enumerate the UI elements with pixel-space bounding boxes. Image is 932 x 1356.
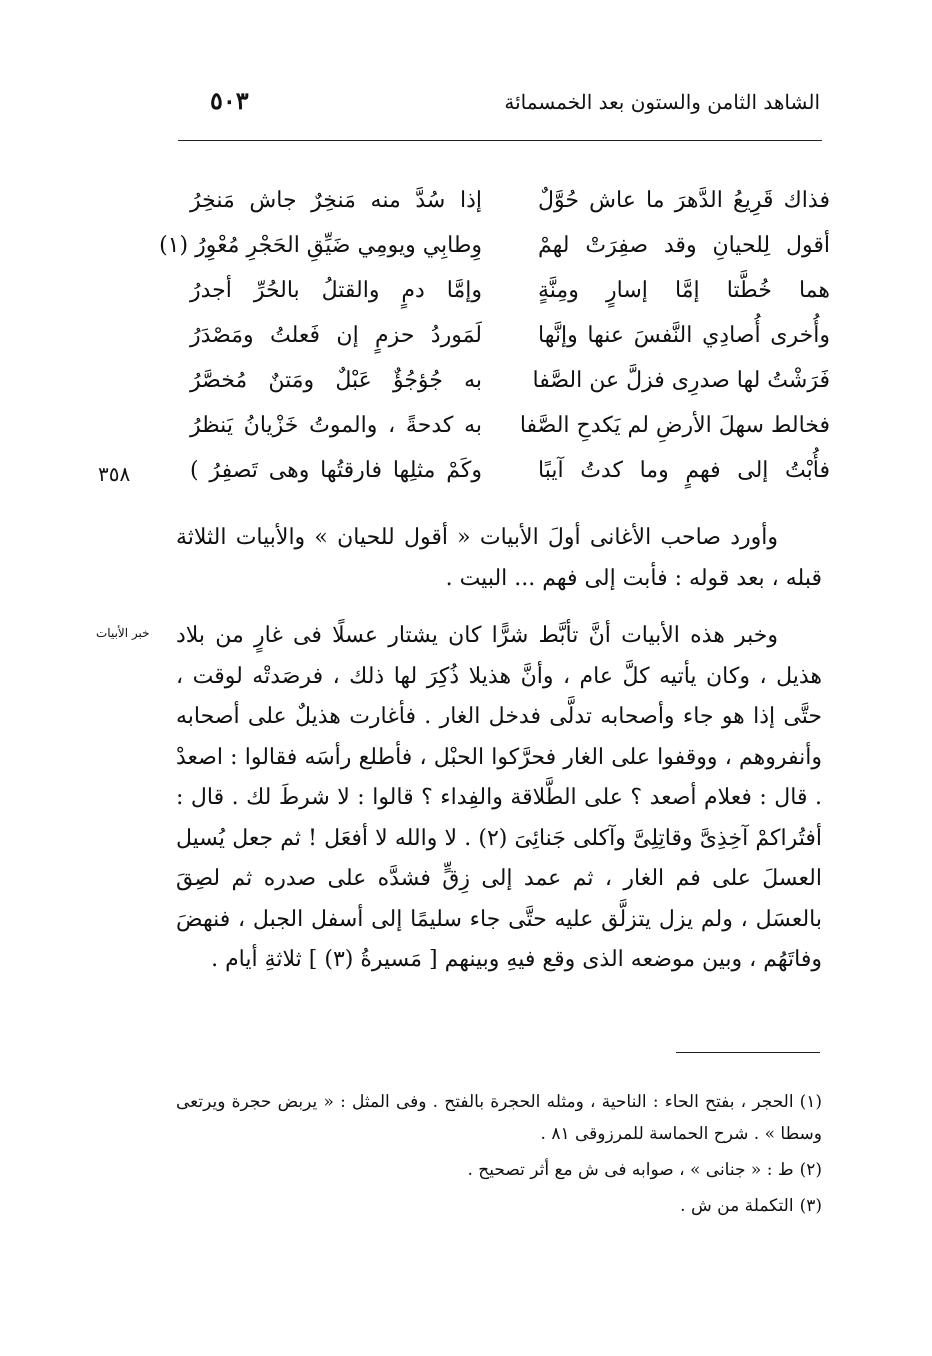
verse-first-hemistich: هما خُطَّتا إمَّا إسارٍ ومِنَّةٍ: [538, 278, 830, 303]
verse: [180, 268, 830, 313]
running-header: [170, 82, 820, 126]
verse: [180, 358, 830, 403]
footnote: [176, 1154, 822, 1186]
verse: [180, 448, 830, 493]
prose-paragraph: [176, 518, 822, 599]
poem: [159, 178, 830, 493]
verse-first-hemistich: فأُبْتُ إلى فهمٍ وما كدتُ آيبًا: [538, 458, 830, 483]
footnote-number: (٣): [799, 1196, 822, 1216]
footnote-rule: [676, 1052, 820, 1053]
header-rule: [178, 140, 822, 141]
verse: [180, 178, 830, 223]
verse-second-hemistich: وكَمْ مثلِها فارقتُها وهى تَصفِرُ ): [190, 458, 482, 483]
verse-second-hemistich: وِطابِي ويومِي ضَيِّقِ الحَجْرِ مُعْوِرُ (١): [159, 233, 482, 258]
prose-paragraph: [176, 616, 822, 981]
verse: [159, 223, 830, 268]
verse-second-hemistich: وإمَّا دمٍ والقتلُ بالحُرِّ أجدرُ: [190, 278, 482, 303]
footnote-text: الحجر ، بفتح الحاء : الناحية ، ومثله الحجرة بالفتح . وفى المثل : « يربض حجرة ويرتعى وسطا » . شرح الحماسة للمرزوقى ٨١ .: [176, 1092, 822, 1144]
footnote-text: التكملة من ش .: [680, 1196, 794, 1216]
footnote-number: (١): [799, 1092, 822, 1112]
margin-verse-number: ٣٥٨: [98, 462, 131, 486]
page-number: ٥٠٣: [210, 86, 249, 115]
verse-first-hemistich: أقول لِلحيانِ وقد صفِرَتْ لهمْ: [538, 233, 830, 258]
footnote: [176, 1086, 822, 1150]
verse-first-hemistich: فَرَشْتُ لها صدرِى فزلَّ عن الصَّفا: [532, 368, 830, 393]
footnote-text: ط : « جنانى » ، صوابه فى ش مع أثر تصحيح .: [467, 1160, 794, 1180]
verse-second-hemistich: به كدحةً ، والموتُ خَزْيانُ يَنظرُ: [190, 413, 482, 438]
margin-note: خبر الأبيات: [96, 626, 150, 640]
verse-first-hemistich: فذاك قَرِيعُ الدَّهرَ ما عاش حُوَّلٌ: [538, 188, 830, 213]
footnotes: [176, 1086, 822, 1226]
verse-first-hemistich: فخالط سهلَ الأرضِ لم يَكدحِ الصَّفا: [519, 413, 830, 438]
footnote: [176, 1190, 822, 1222]
verse-first-hemistich: وأُخرى أُصادِي النَّفسَ عنها وإنَّها: [538, 323, 830, 348]
verse: [180, 403, 830, 448]
paragraph-text: وأورد صاحب الأغانى أولَ الأبيات « أقول للحيان » والأبيات الثلاثة قبله ، بعد قوله : فأبت إلى فهم ... البيت .: [176, 525, 822, 591]
running-title: الشاهد الثامن والستون بعد الخمسمائة: [504, 90, 820, 114]
paragraph-text: وخبر هذه الأبيات أنَّ تأبَّط شرًّا كان يشتار عسلًا فى غارٍ من بلاد هذيل ، وكان يأتيه كلَّ عام ، وأنَّ هذيلا ذُكِرَ لها ذلك ، فرصَدتْه لوقت ، حتَّى إذا هو جاء وأصحابه تدلَّى فدخل الغار . فأغارت هذيلٌ على أصحابه وأنفروهم ، ووقفوا على الغار فحرَّكوا الحبْل ، فأطلع رأسَه فقالوا : اصعدْ . قال : فعلام أصعد ؟ على الطَّلاقة والفِداء ؟ قالوا : لا شرطَ لك . قال : أفتُراكمْ آخِذِىَّ وقاتِلِىَّ وآكلى جَنائِىَ (٢) . لا والله لا أفعَل ! ثم جعل يُسيل العسلَ على فم الغار ، ثم عمد إلى زِقٍّ فشدَّه على صدره ثم لصِقَ بالعسَل ، ولم يزل يتزلَّق عليه حتَّى جاء سليمًا إلى أسفل الجبل ، فنهضَ وفاتَهُم ، وبين موضعه الذى وقع فيهِ وبينهم [ مَسيرةُ (٣) ] ثلاثةِ أيام .: [176, 623, 823, 972]
verse-second-hemistich: لَمَوردُ حزمٍ إن فَعلتُ ومَصْدَرُ: [190, 323, 482, 348]
verse-second-hemistich: إذا سُدَّ منه مَنخِرٌ جاش مَنخِرُ: [190, 188, 482, 213]
verse-second-hemistich: به جُؤجُؤٌ عَبْلٌ ومَتنٌ مُخصَّرُ: [190, 368, 482, 393]
footnote-number: (٢): [799, 1160, 822, 1180]
verse: [180, 313, 830, 358]
